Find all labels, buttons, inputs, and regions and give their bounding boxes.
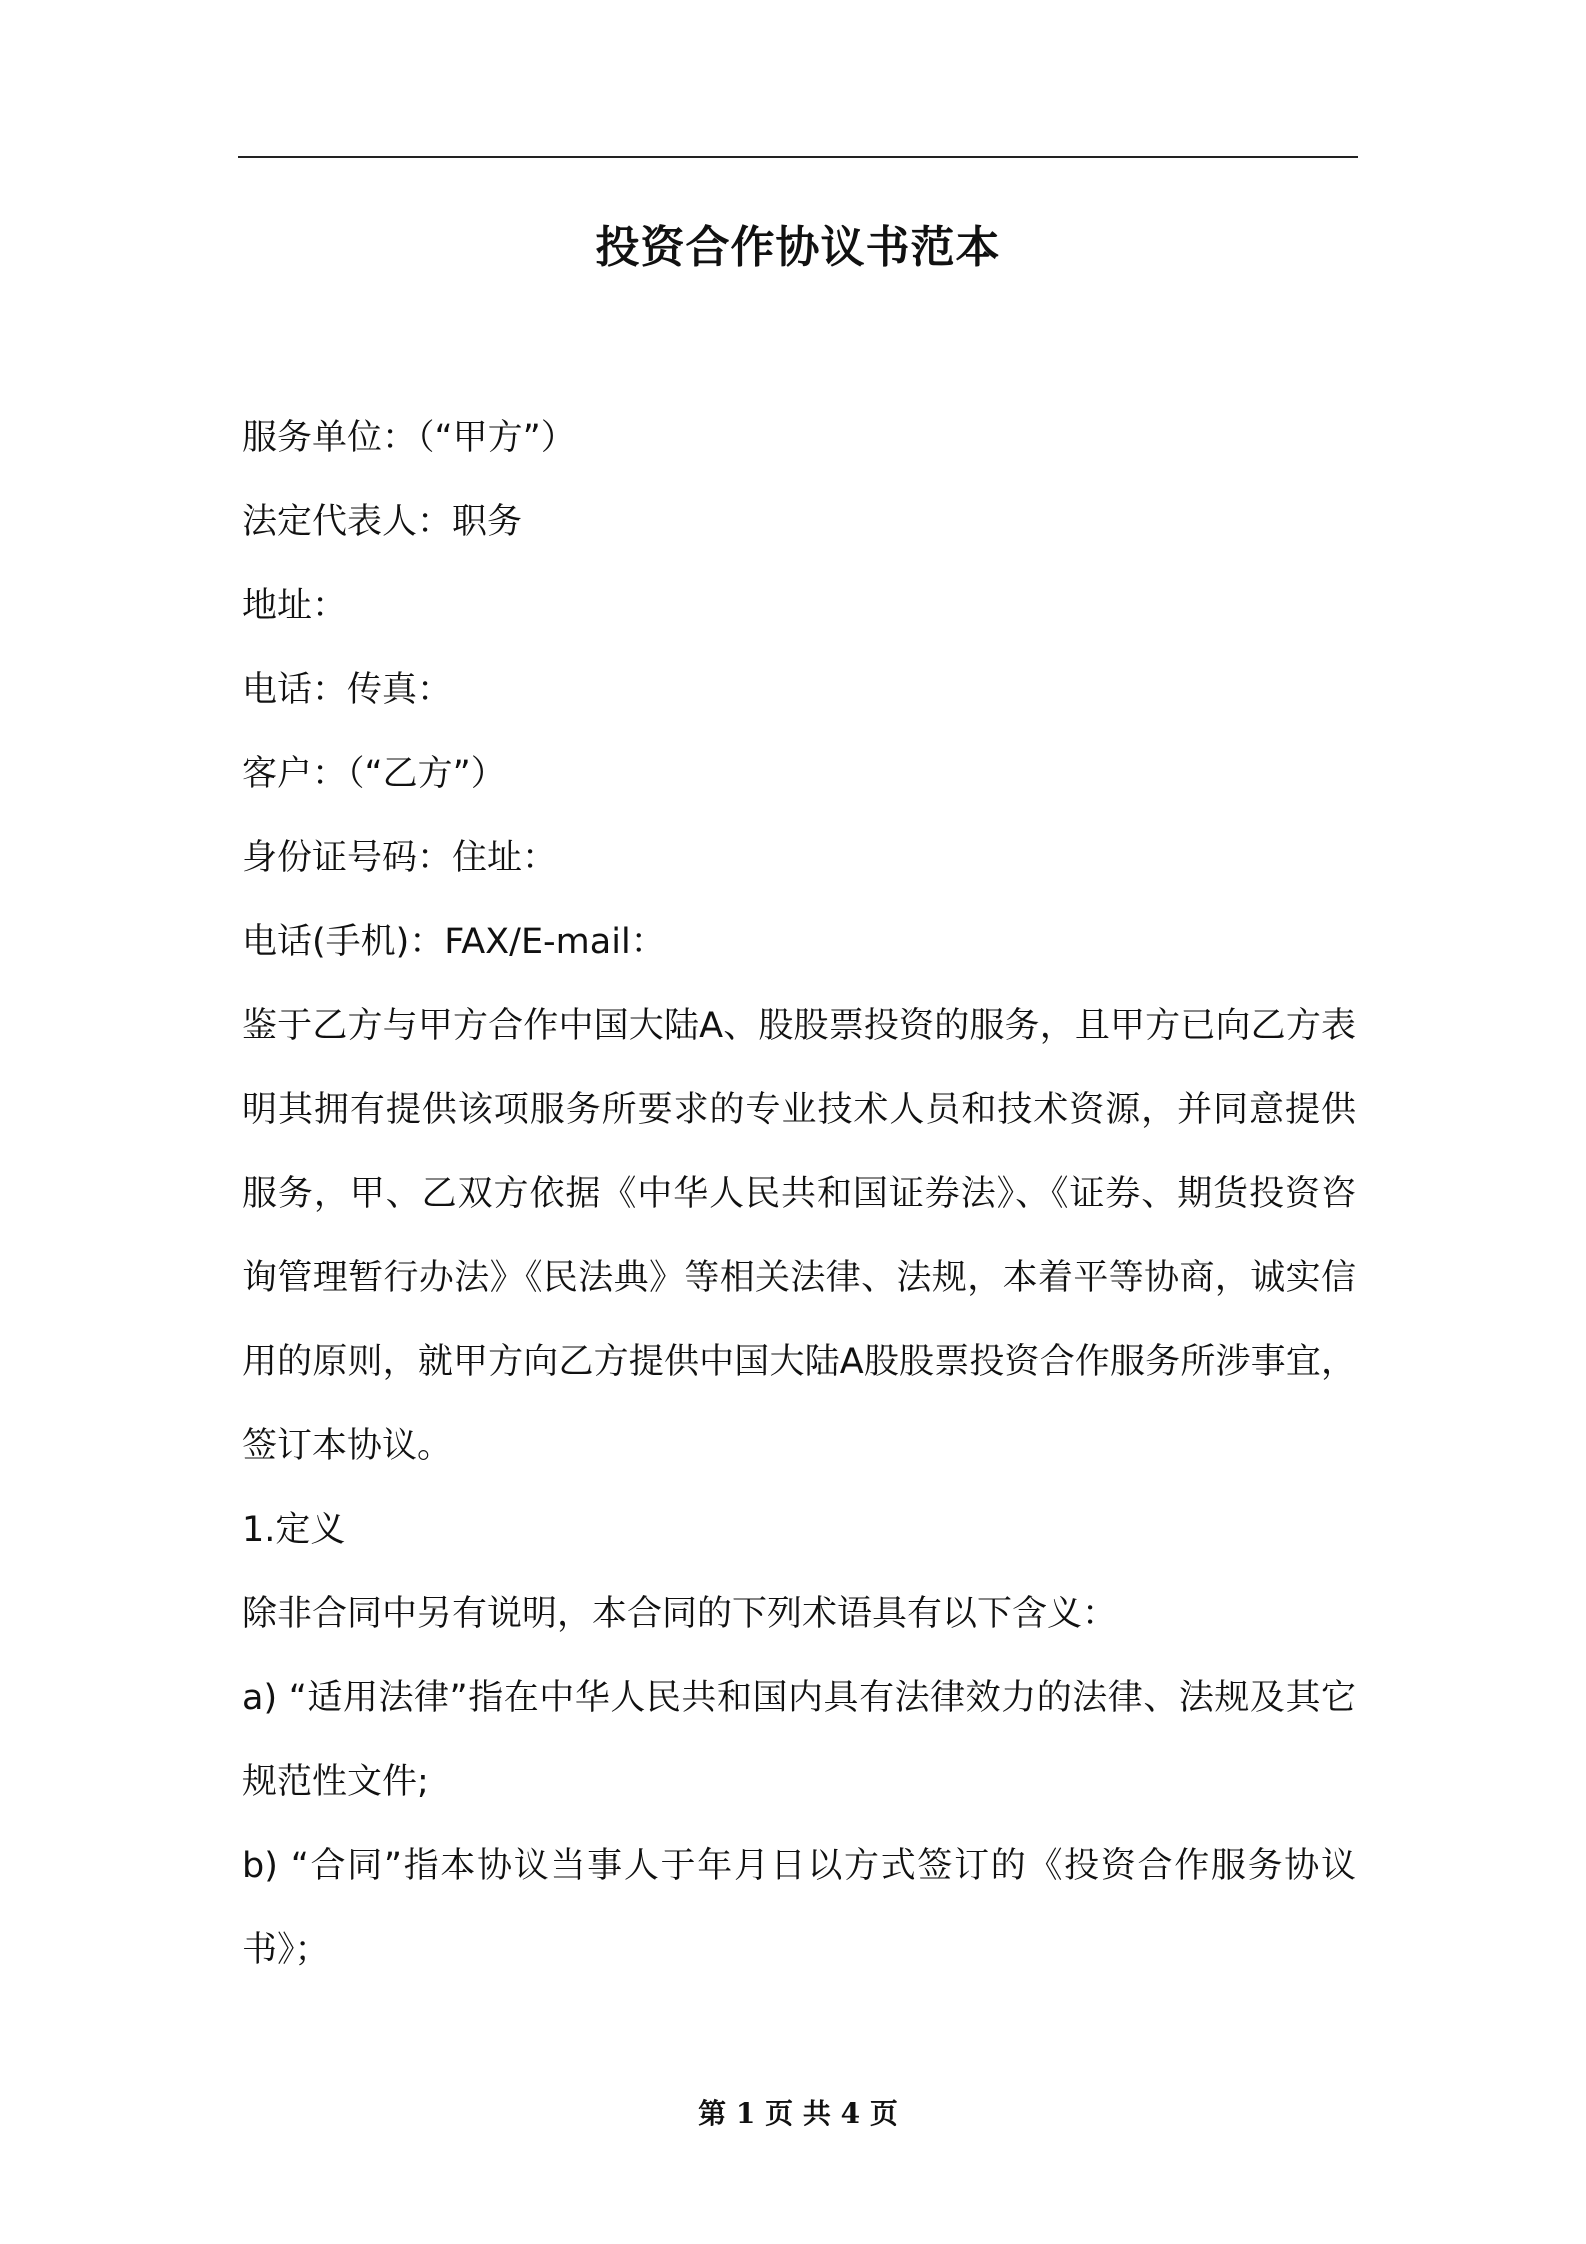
field-address: 地址： (242, 586, 348, 626)
field-id-number-residence: 身份证号码：住址： (242, 838, 558, 878)
definition-b: b) “合同”指本协议当事人于年月日以方式签订的《投资合作服务协议书》； (242, 1846, 1356, 1970)
field-service-unit: 服务单位：（“甲方”） (242, 418, 576, 458)
preamble-paragraph: 鉴于乙方与甲方合作中国大陆A、股股票投资的服务，且甲方已向乙方表明其拥有提供该项服务所要求的专业技术人员和技术资源，并同意提供服务，甲、乙双方依据《中华人民共和国证券法》、《证券、期货投资咨询管理暂行办法》《民法典》等相关法律、法规，本着平等协商，诚实信用的原则，就甲方向乙方提供中国大陆A股股票投资合作服务所涉事宜，签订本协议。 (242, 1006, 1356, 1466)
page-number-footer: 第 1 页 共 4 页 (698, 2097, 898, 2130)
field-mobile-fax-email: 电话(手机)：FAX/E-mail： (242, 922, 666, 962)
header-rule (238, 156, 1358, 158)
field-phone-fax: 电话：传真： (242, 670, 453, 710)
definitions-intro: 除非合同中另有说明，本合同的下列术语具有以下含义： (242, 1594, 1118, 1634)
field-client: 客户：（“乙方”） (242, 754, 506, 794)
definition-a: a) “适用法律”指在中华人民共和国内具有法律效力的法律、法规及其它规范性文件; (242, 1678, 1356, 1802)
field-legal-representative: 法定代表人：职务 (242, 502, 523, 542)
document-body (242, 396, 1356, 1992)
document-title: 投资合作协议书范本 (595, 222, 1001, 273)
section-heading-definitions: 1.定义 (242, 1510, 346, 1550)
